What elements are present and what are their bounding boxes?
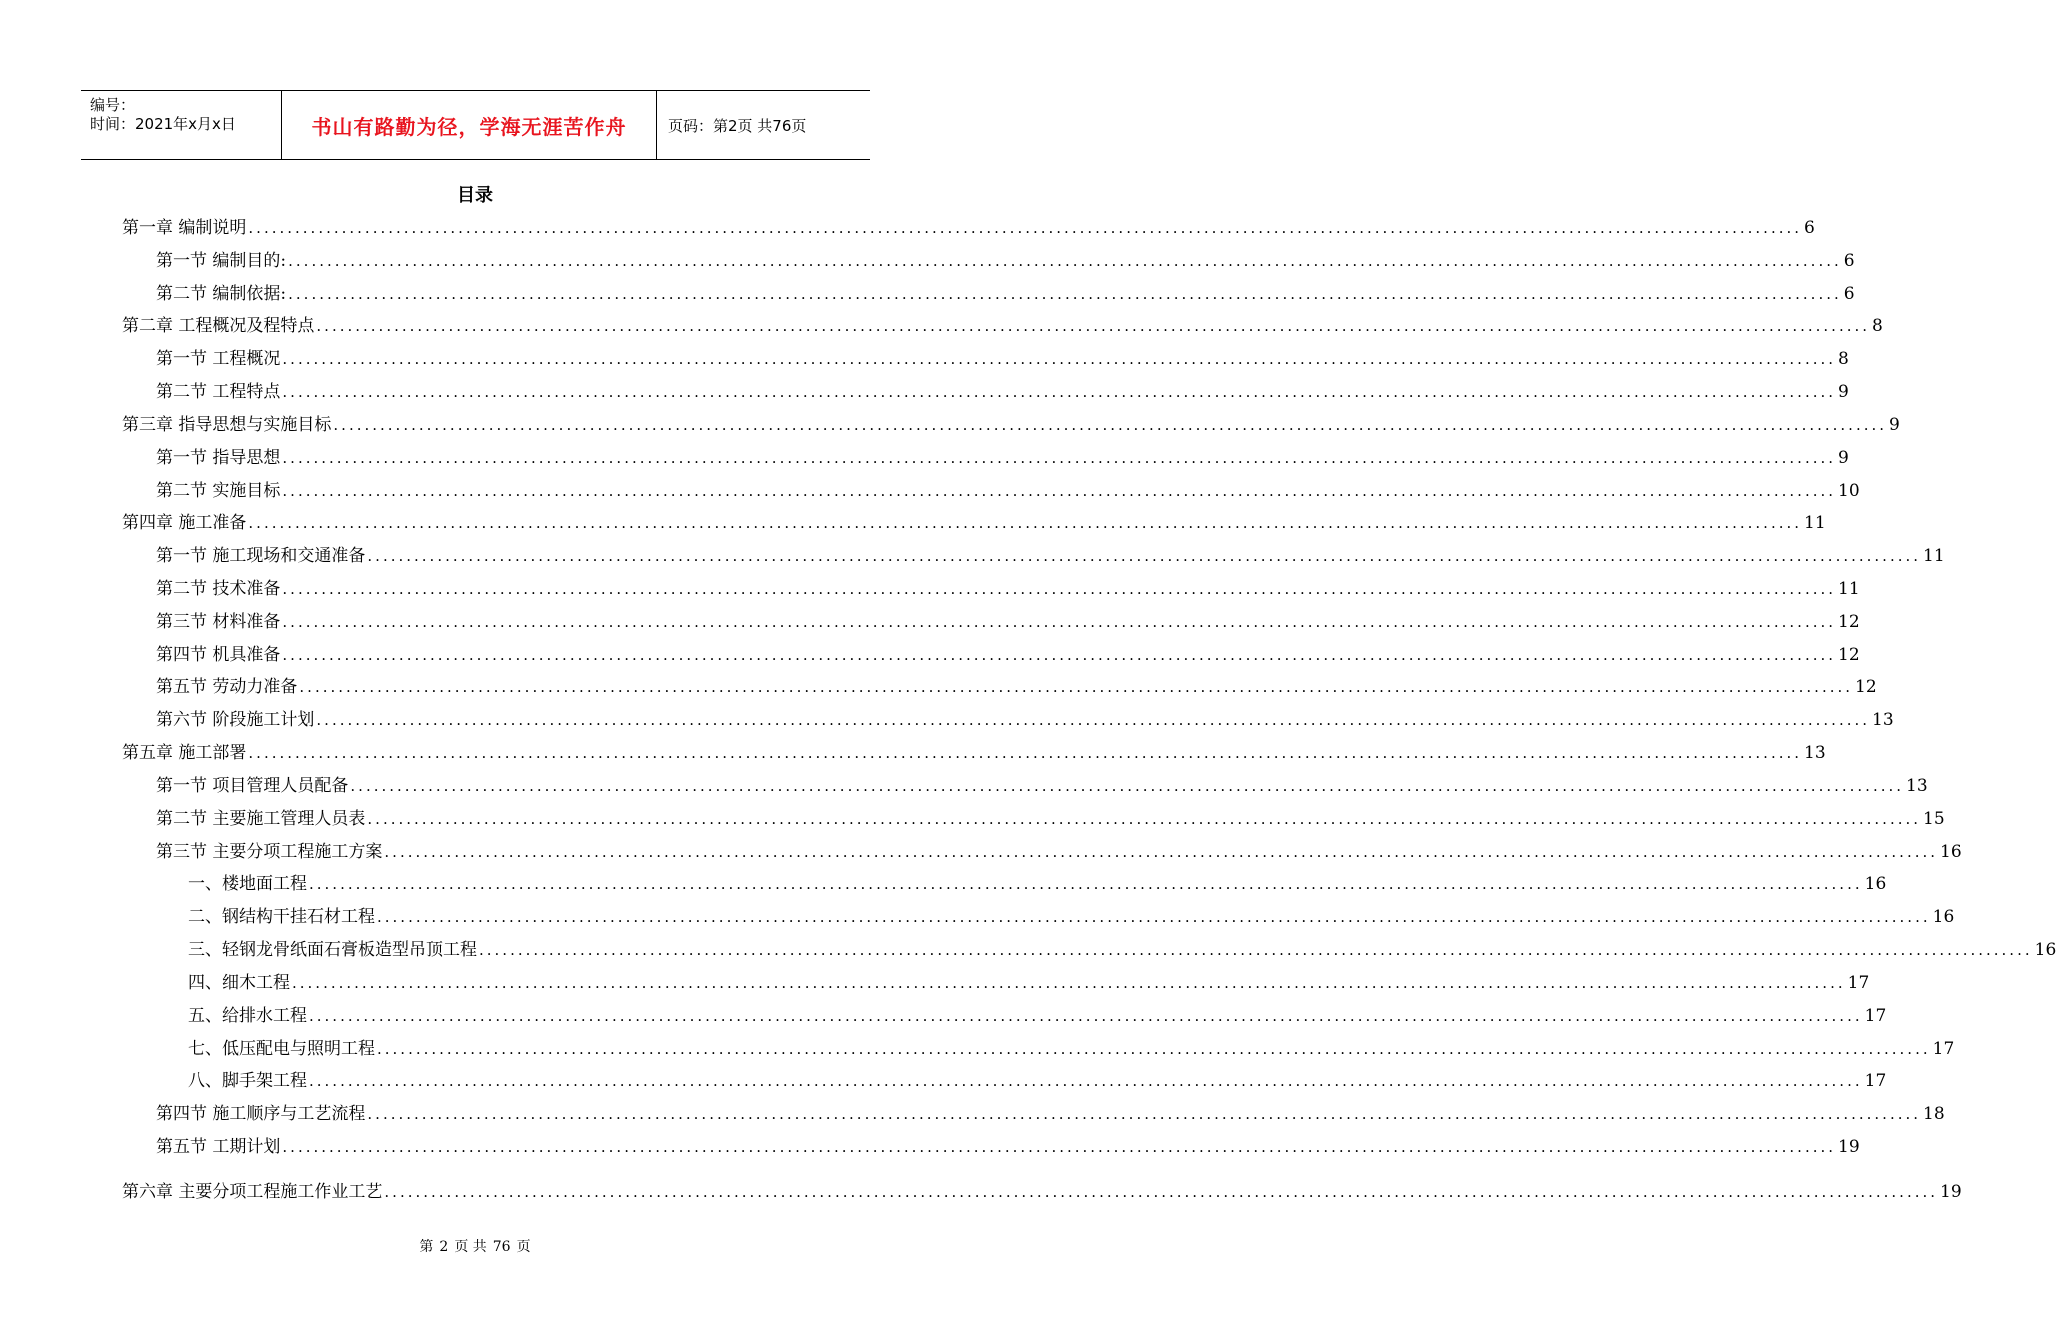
header-page-cell — [656, 91, 870, 159]
toc-entry[interactable]: 第一节 施工现场和交通准备 ........................................................................................................................................................................................................ 11 — [156, 546, 1945, 566]
page-footer: 第 2 页 共 76 页 — [419, 1239, 531, 1255]
toc-entry[interactable]: 第二节 工程特点 ........................................................................................................................................................................................................ 9 — [156, 382, 1849, 402]
toc-entry[interactable]: 第四章 施工准备 ........................................................................................................................................................................................................ 11 — [122, 513, 1826, 533]
footer-total-pages: 76 — [492, 1239, 511, 1255]
header-motto-cell — [281, 91, 657, 159]
toc-title: 目录 — [457, 185, 493, 206]
toc-entry[interactable]: 五、给排水工程 ........................................................................................................................................................................................................ 17 — [188, 1006, 1887, 1026]
toc-entry[interactable]: 第二节 编制依据: ........................................................................................................................................................................................................ 6 — [156, 284, 1855, 304]
toc-entry[interactable]: 第五章 施工部署 ........................................................................................................................................................................................................ 13 — [122, 743, 1826, 763]
toc-entry[interactable]: 第五节 工期计划 ........................................................................................................................................................................................................ 19 — [156, 1137, 1860, 1157]
toc-entry[interactable]: 第二章 工程概况及程特点 ........................................................................................................................................................................................................ 8 — [122, 316, 1883, 336]
toc-entry[interactable]: 第二节 主要施工管理人员表 ........................................................................................................................................................................................................ 15 — [156, 809, 1945, 829]
toc-entry[interactable]: 四、细木工程 ........................................................................................................................................................................................................ 17 — [188, 973, 1870, 993]
toc-entry[interactable]: 七、低压配电与照明工程 ........................................................................................................................................................................................................ 17 — [188, 1039, 1955, 1059]
toc-entry[interactable]: 第一章 编制说明 ........................................................................................................................................................................................................ 6 — [122, 218, 1815, 238]
toc-entry[interactable]: 第三章 指导思想与实施目标 ........................................................................................................................................................................................................ 9 — [122, 415, 1900, 435]
toc-entry[interactable]: 第四节 机具准备 ........................................................................................................................................................................................................ 12 — [156, 645, 1860, 665]
toc-entry[interactable]: 第四节 施工顺序与工艺流程 ........................................................................................................................................................................................................ 18 — [156, 1104, 1945, 1124]
toc-entry[interactable]: 第一节 工程概况 ........................................................................................................................................................................................................ 8 — [156, 349, 1849, 369]
toc-entry[interactable]: 第二节 实施目标 ........................................................................................................................................................................................................ 10 — [156, 481, 1860, 501]
motto-text: 书山有路勤为径，学海无涯苦作舟 — [311, 114, 627, 139]
toc-entry[interactable]: 第六节 阶段施工计划 ........................................................................................................................................................................................................ 13 — [156, 710, 1894, 730]
toc-entry[interactable]: 第一节 编制目的: ........................................................................................................................................................................................................ 6 — [156, 251, 1855, 271]
toc-entry[interactable]: 第一节 指导思想 ........................................................................................................................................................................................................ 9 — [156, 448, 1849, 468]
document-time-label: 时间：2021年x月x日 — [90, 115, 236, 133]
header-page-info: 页码：第2页 共76页 — [668, 116, 807, 135]
toc-entry[interactable]: 第三节 主要分项工程施工方案 ........................................................................................................................................................................................................ 16 — [156, 842, 1962, 862]
toc-entry[interactable]: 第五节 劳动力准备 ........................................................................................................................................................................................................ 12 — [156, 677, 1877, 697]
toc-entry[interactable]: 二、钢结构干挂石材工程 ........................................................................................................................................................................................................ 16 — [188, 907, 1955, 927]
toc-entry[interactable]: 一、楼地面工程 ........................................................................................................................................................................................................ 16 — [188, 874, 1887, 894]
header-left-cell — [81, 91, 281, 159]
toc-entry[interactable]: 三、轻钢龙骨纸面石膏板造型吊顶工程 ........................................................................................................................................................................................................ 16 — [188, 940, 2056, 960]
footer-page-number: 2 — [439, 1239, 449, 1255]
toc-entry[interactable]: 第六章 主要分项工程施工作业工艺 ........................................................................................................................................................................................................ 19 — [122, 1182, 1962, 1202]
toc-entry[interactable]: 第二节 技术准备 ........................................................................................................................................................................................................ 11 — [156, 579, 1860, 599]
document-number-label: 编号： — [90, 96, 136, 114]
toc-entry[interactable]: 第三节 材料准备 ........................................................................................................................................................................................................ 12 — [156, 612, 1860, 632]
toc-entry[interactable]: 第一节 项目管理人员配备 ........................................................................................................................................................................................................ 13 — [156, 776, 1928, 796]
toc-entry[interactable]: 八、脚手架工程 ........................................................................................................................................................................................................ 17 — [188, 1071, 1887, 1091]
document-header — [81, 90, 870, 160]
